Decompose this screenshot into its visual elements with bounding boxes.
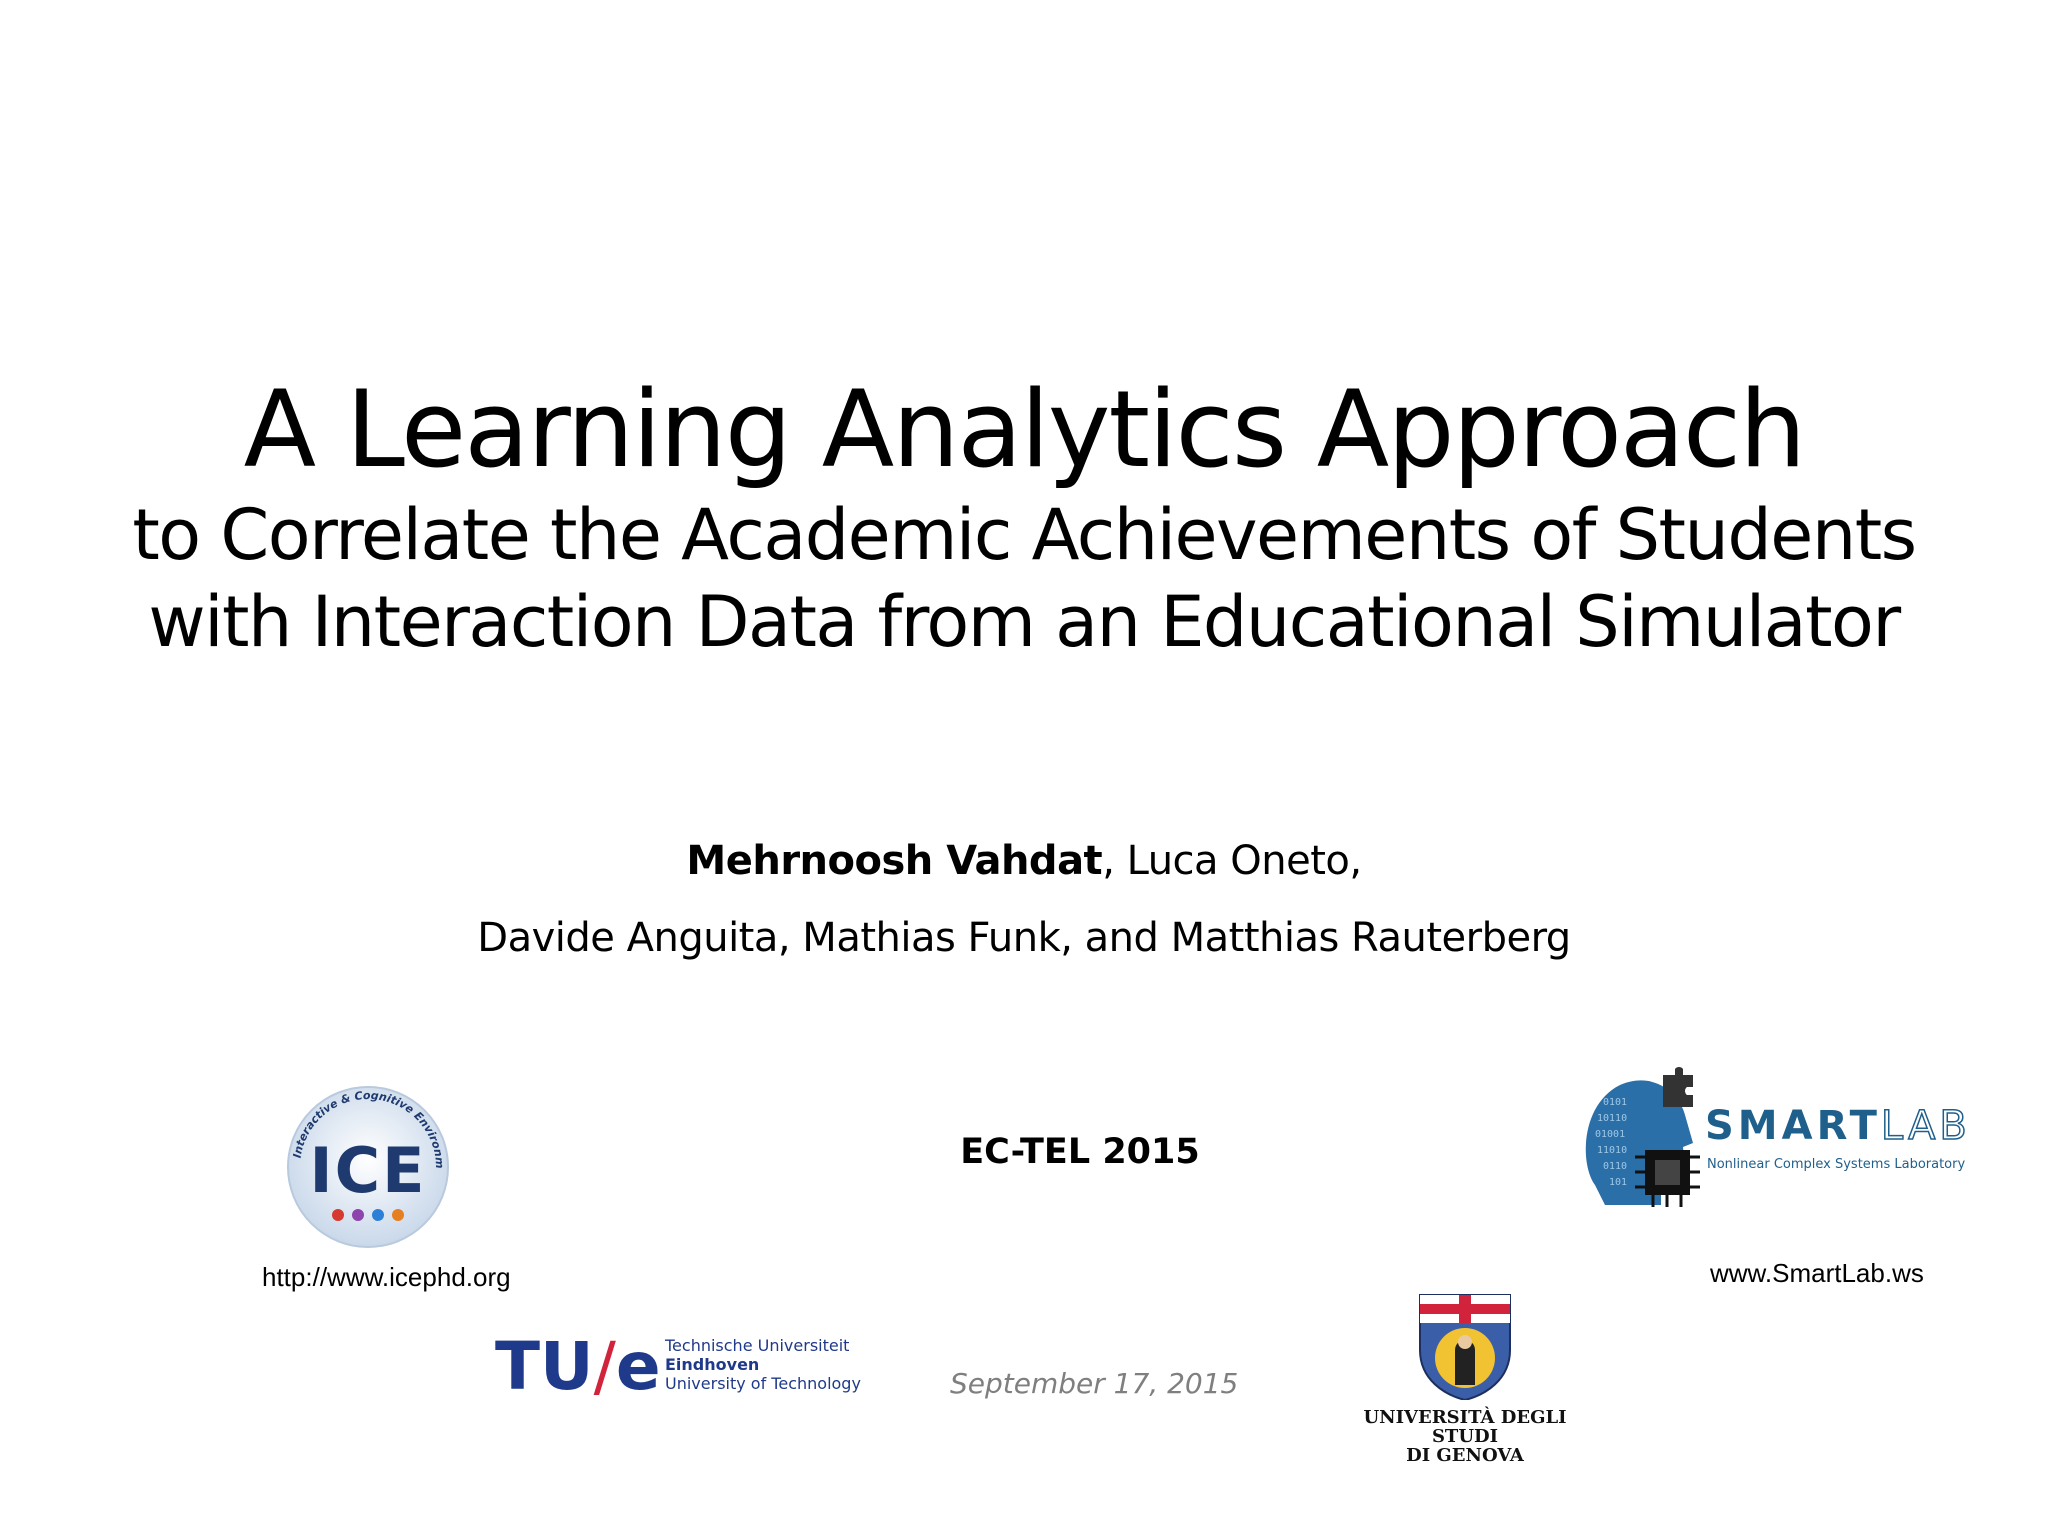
slide-subtitle-line-1: to Correlate the Academic Achievements of Students: [132, 494, 1916, 576]
svg-text:0110: 0110: [1603, 1161, 1628, 1172]
presentation-date: September 17, 2015: [950, 1367, 1239, 1400]
genova-shield-graphic: [1415, 1290, 1515, 1400]
ice-logo: [278, 1075, 458, 1255]
slide-title: A Learning Analytics Approach: [243, 368, 1805, 491]
slide-subtitle-line-2: with Interaction Data from an Educational Simulator: [148, 581, 1900, 663]
co-authors-1: , Luca Oneto,: [1102, 838, 1362, 884]
svg-text:10110: 10110: [1597, 1113, 1628, 1124]
genova-logo: [1330, 1290, 1600, 1466]
smartlab-url-link[interactable]: www.SmartLab.ws: [1710, 1258, 1924, 1288]
tue-name: Technische Universiteit Eindhoven University of Technology: [665, 1336, 861, 1393]
svg-text:Interactive & Cognitive Enviro: Interactive & Cognitive Environm: [290, 1088, 447, 1169]
tue-mark: TU/e: [495, 1328, 661, 1405]
authors-line-1: [0, 838, 2048, 884]
authors-line-2: Davide Anguita, Mathias Funk, and Matthias Rauterberg: [477, 915, 1571, 961]
genova-name: UNIVERSITÀ DEGLI STUDI DI GENOVA: [1363, 1407, 1567, 1466]
svg-text:0101: 0101: [1603, 1097, 1628, 1108]
smartlab-wordmark: SMARTLAB: [1705, 1103, 1971, 1149]
ice-url-link[interactable]: http://www.icephd.org: [262, 1262, 511, 1292]
svg-text:ICE: ICE: [309, 1134, 427, 1207]
svg-text:11010: 11010: [1597, 1145, 1628, 1156]
conference-name: EC-TEL 2015: [960, 1132, 1200, 1172]
svg-text:101: 101: [1609, 1177, 1628, 1188]
smartlab-logo: [1575, 1065, 1971, 1225]
smartlab-tagline: Nonlinear Complex Systems Laboratory: [1707, 1157, 1966, 1172]
svg-text:01001: 01001: [1595, 1129, 1626, 1140]
lead-author: Mehrnoosh Vahdat: [686, 838, 1103, 884]
ice-logo-graphic: [278, 1075, 458, 1255]
tue-logo: [495, 1330, 875, 1410]
